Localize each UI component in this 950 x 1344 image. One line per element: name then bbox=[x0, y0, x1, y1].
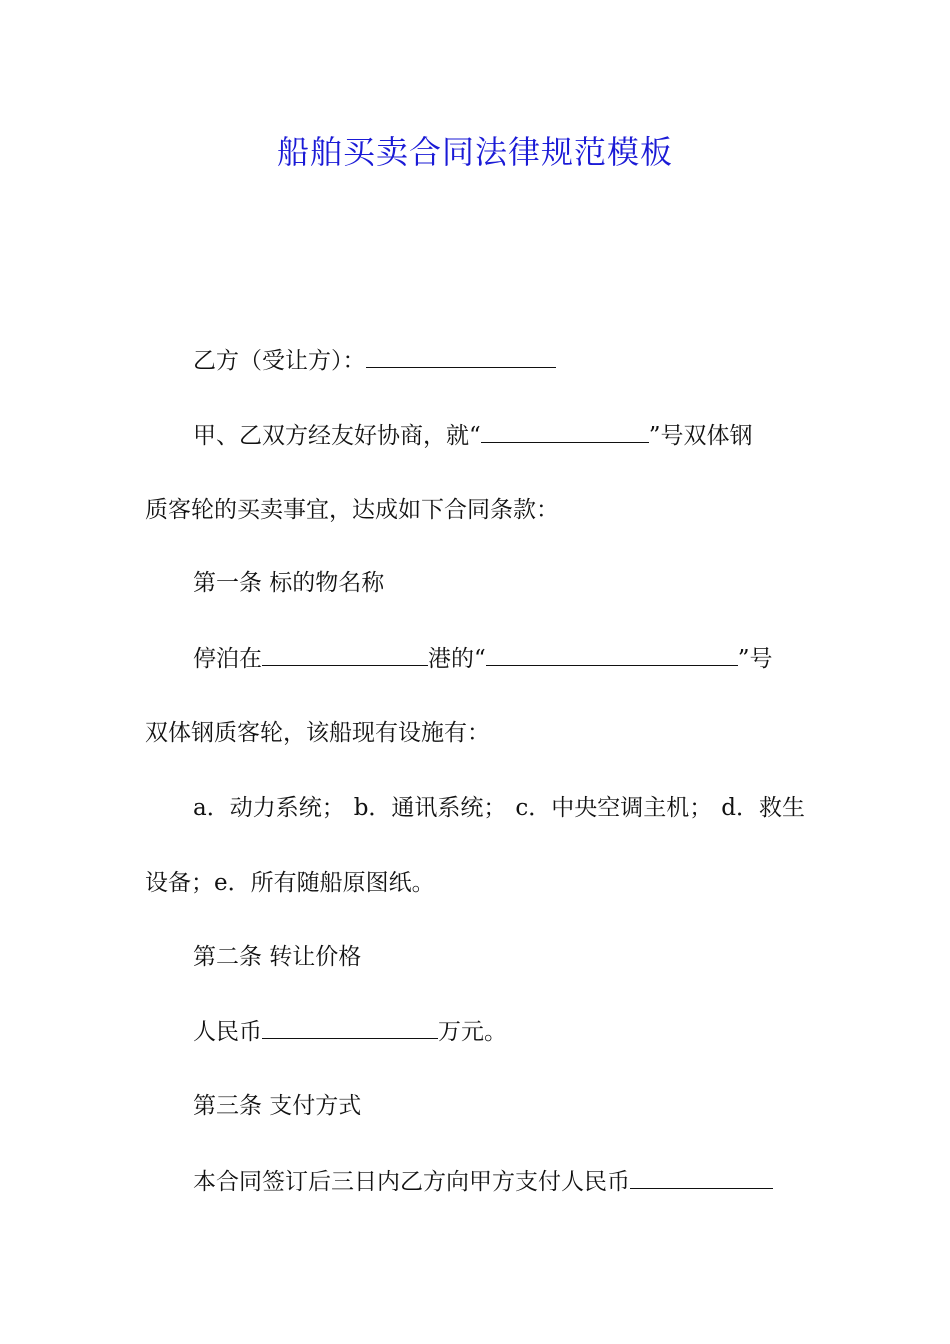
facility-item: b．通讯系统； bbox=[353, 795, 507, 821]
article-1-text-1: 停泊在 bbox=[193, 646, 262, 672]
facilities-line-2: 设备；e．所有随船原图纸。 bbox=[145, 870, 435, 896]
party-b-line bbox=[193, 345, 556, 376]
article-2-text-2: 万元。 bbox=[438, 1019, 507, 1045]
payment-amount-blank[interactable] bbox=[630, 1166, 773, 1189]
vessel-name-blank[interactable] bbox=[486, 643, 738, 666]
ship-name-blank[interactable] bbox=[481, 420, 649, 443]
article-2-text-1: 人民币 bbox=[193, 1019, 262, 1045]
article-2-line bbox=[193, 1016, 507, 1047]
document-title: 船舶买卖合同法律规范模板 bbox=[276, 133, 673, 171]
party-b-label: 乙方（受让方）： bbox=[193, 348, 366, 374]
price-blank[interactable] bbox=[262, 1016, 438, 1039]
article-1-text-2: 港的“ bbox=[428, 646, 486, 672]
party-b-blank[interactable] bbox=[366, 345, 556, 368]
facility-item: d．救生 bbox=[721, 795, 805, 821]
facility-item: a．动力系统； bbox=[193, 795, 345, 821]
article-1-text-3: ”号 bbox=[737, 646, 773, 672]
intro-line-2: 质客轮的买卖事宜，达成如下合同条款： bbox=[145, 497, 559, 523]
article-3-line bbox=[193, 1166, 773, 1197]
article-3-heading: 第三条 支付方式 bbox=[193, 1093, 362, 1119]
facility-item: c．中央空调主机； bbox=[515, 795, 713, 821]
port-blank[interactable] bbox=[262, 643, 428, 666]
article-1-line-1 bbox=[193, 643, 773, 674]
facilities-line-1 bbox=[193, 793, 805, 823]
article-3-text: 本合同签订后三日内乙方向甲方支付人民币 bbox=[193, 1169, 630, 1195]
intro-text-1: 甲、乙双方经友好协商，就“ bbox=[193, 423, 481, 449]
intro-line-1 bbox=[193, 420, 753, 451]
article-1-line-2: 双体钢质客轮，该船现有设施有： bbox=[145, 720, 490, 746]
article-2-heading: 第二条 转让价格 bbox=[193, 944, 362, 970]
intro-text-2: ”号双体钢 bbox=[648, 423, 753, 449]
article-1-heading: 第一条 标的物名称 bbox=[193, 570, 385, 596]
